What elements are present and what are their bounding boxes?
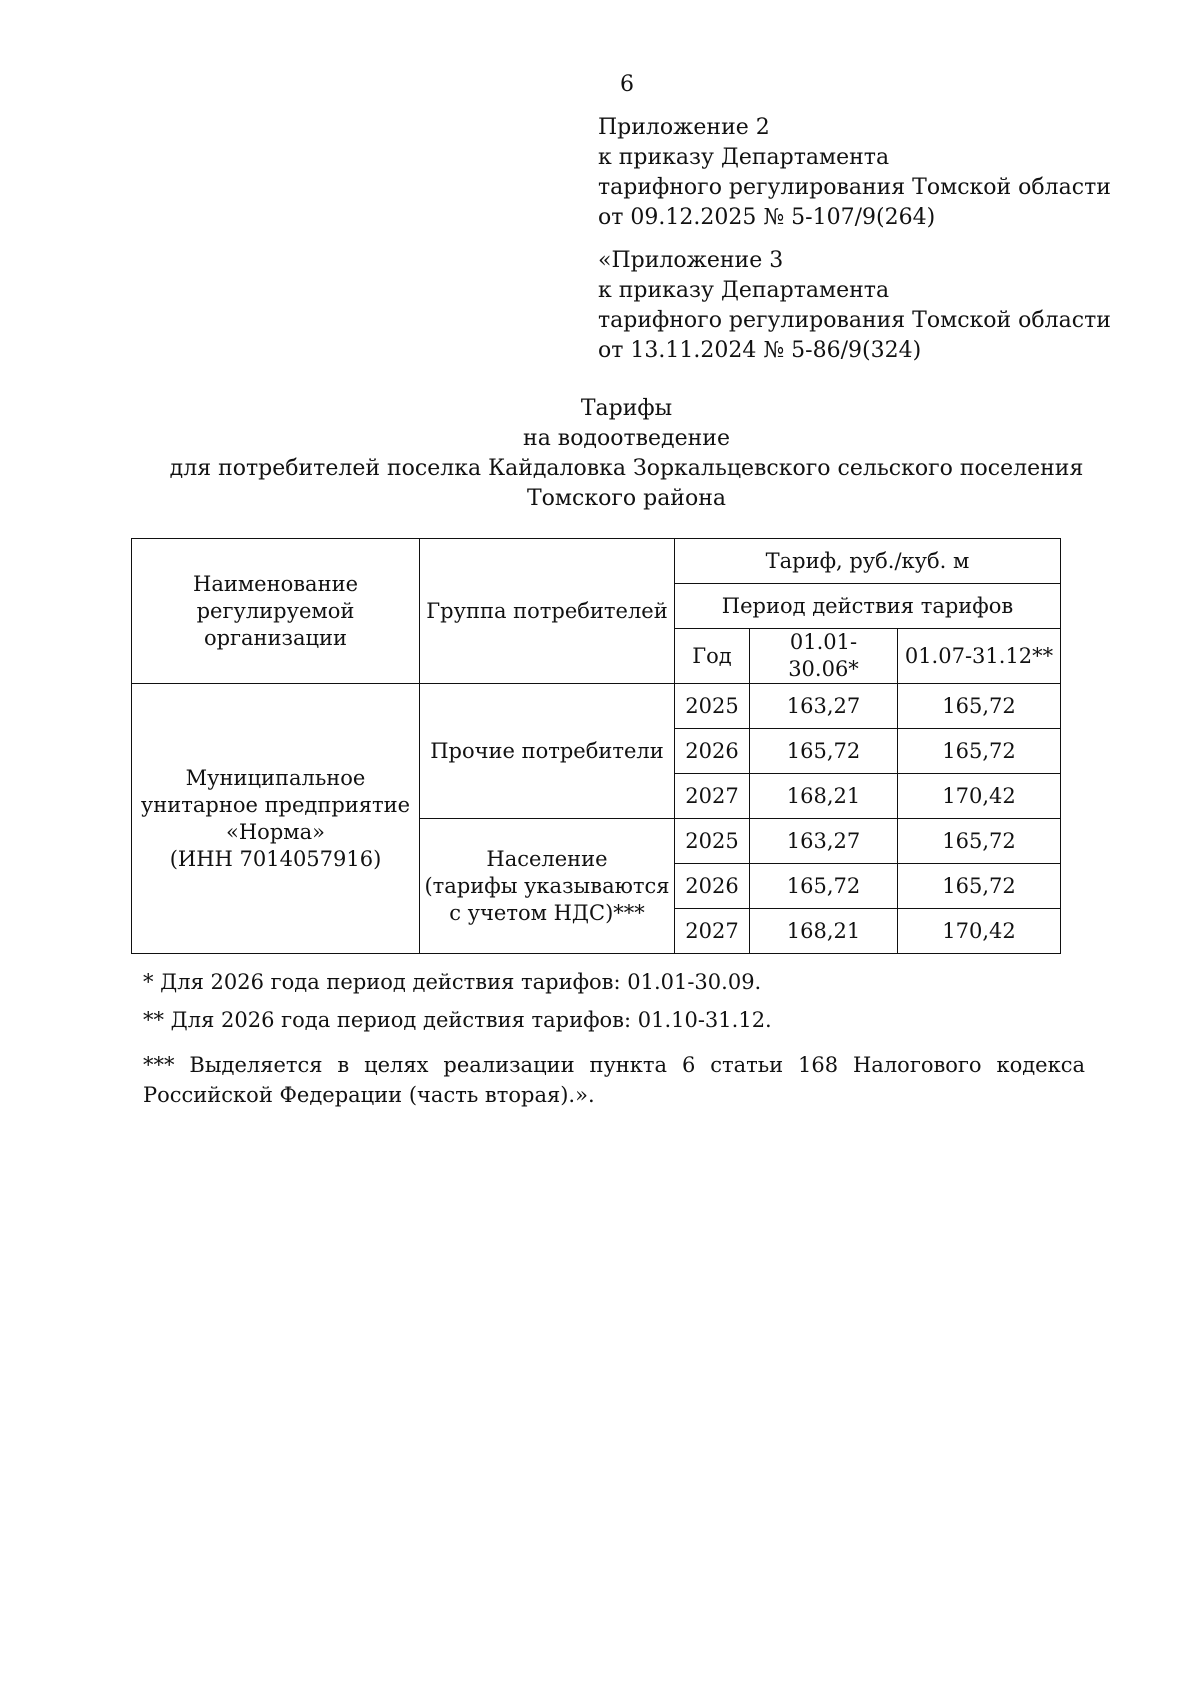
group-cell-other: Прочие потребители bbox=[420, 684, 675, 819]
year-cell: 2025 bbox=[675, 684, 750, 729]
organization-line: унитарное предприятие bbox=[140, 792, 411, 817]
tariff-cell: 163,27 bbox=[750, 819, 898, 864]
appendix-header-old bbox=[598, 246, 1111, 366]
organization-line: (ИНН 7014057916) bbox=[169, 846, 382, 871]
appendix-line: тарифного регулирования Томской области bbox=[598, 175, 1111, 200]
tariff-cell: 165,72 bbox=[898, 684, 1061, 729]
title-line: Тарифы bbox=[580, 396, 673, 421]
appendix-line: к приказу Департамента bbox=[598, 278, 890, 303]
year-cell: 2027 bbox=[675, 774, 750, 819]
group-cell-population bbox=[420, 819, 675, 954]
table-row bbox=[132, 684, 1061, 729]
tariff-cell: 168,21 bbox=[750, 909, 898, 954]
tariff-cell: 165,72 bbox=[898, 819, 1061, 864]
group-line: с учетом НДС)*** bbox=[449, 900, 645, 925]
title-line: на водоотведение bbox=[523, 426, 730, 451]
title-line: для потребителей поселка Кайдаловка Зоркальцевского сельского поселения bbox=[169, 456, 1084, 481]
footnote-3: *** Выделяется в целях реализации пункта 6 статьи 168 Налогового кодекса Российской Федерации (часть вторая).». bbox=[143, 1053, 1085, 1107]
organization-cell bbox=[132, 684, 420, 954]
group-line: (тарифы указываются bbox=[424, 873, 670, 898]
header-year-cell: Год bbox=[675, 629, 750, 684]
tariff-cell: 170,42 bbox=[898, 774, 1061, 819]
document-title bbox=[100, 394, 1153, 514]
year-cell: 2025 bbox=[675, 819, 750, 864]
organization-line: Муниципальное bbox=[185, 765, 366, 790]
table-header-row bbox=[132, 539, 1061, 584]
appendix-line: «Приложение 3 bbox=[598, 248, 784, 273]
appendix-line: от 09.12.2025 № 5-107/9(264) bbox=[598, 205, 936, 230]
footnote-2: ** Для 2026 года период действия тарифов: 01.10-31.12. bbox=[143, 1008, 772, 1032]
header-group-cell: Группа потребителей bbox=[420, 539, 675, 684]
tariff-table bbox=[131, 538, 1061, 954]
tariff-cell: 170,42 bbox=[898, 909, 1061, 954]
page-number: 6 bbox=[620, 72, 634, 97]
header-tariff-cell: Тариф, руб./куб. м bbox=[675, 539, 1061, 584]
tariff-cell: 165,72 bbox=[750, 864, 898, 909]
header-org-cell: Наименование регулируемой организации bbox=[132, 539, 420, 684]
tariff-cell: 163,27 bbox=[750, 684, 898, 729]
appendix-line: тарифного регулирования Томской области bbox=[598, 308, 1111, 333]
header-period2-cell: 01.07-31.12** bbox=[898, 629, 1061, 684]
year-cell: 2026 bbox=[675, 864, 750, 909]
header-period-cell: Период действия тарифов bbox=[675, 584, 1061, 629]
tariff-cell: 168,21 bbox=[750, 774, 898, 819]
footnote-1: * Для 2026 года период действия тарифов: 01.01-30.09. bbox=[143, 970, 762, 994]
appendix-line: к приказу Департамента bbox=[598, 145, 890, 170]
organization-line: «Норма» bbox=[226, 819, 325, 844]
tariff-cell: 165,72 bbox=[898, 864, 1061, 909]
appendix-line: Приложение 2 bbox=[598, 115, 770, 140]
year-cell: 2026 bbox=[675, 729, 750, 774]
tariff-cell: 165,72 bbox=[750, 729, 898, 774]
tariff-cell: 165,72 bbox=[898, 729, 1061, 774]
year-cell: 2027 bbox=[675, 909, 750, 954]
title-line: Томского района bbox=[527, 486, 726, 511]
appendix-line: от 13.11.2024 № 5-86/9(324) bbox=[598, 338, 922, 363]
group-line: Население bbox=[486, 846, 608, 871]
header-period1-cell: 01.01- 30.06* bbox=[750, 629, 898, 684]
appendix-header-new bbox=[598, 113, 1111, 233]
